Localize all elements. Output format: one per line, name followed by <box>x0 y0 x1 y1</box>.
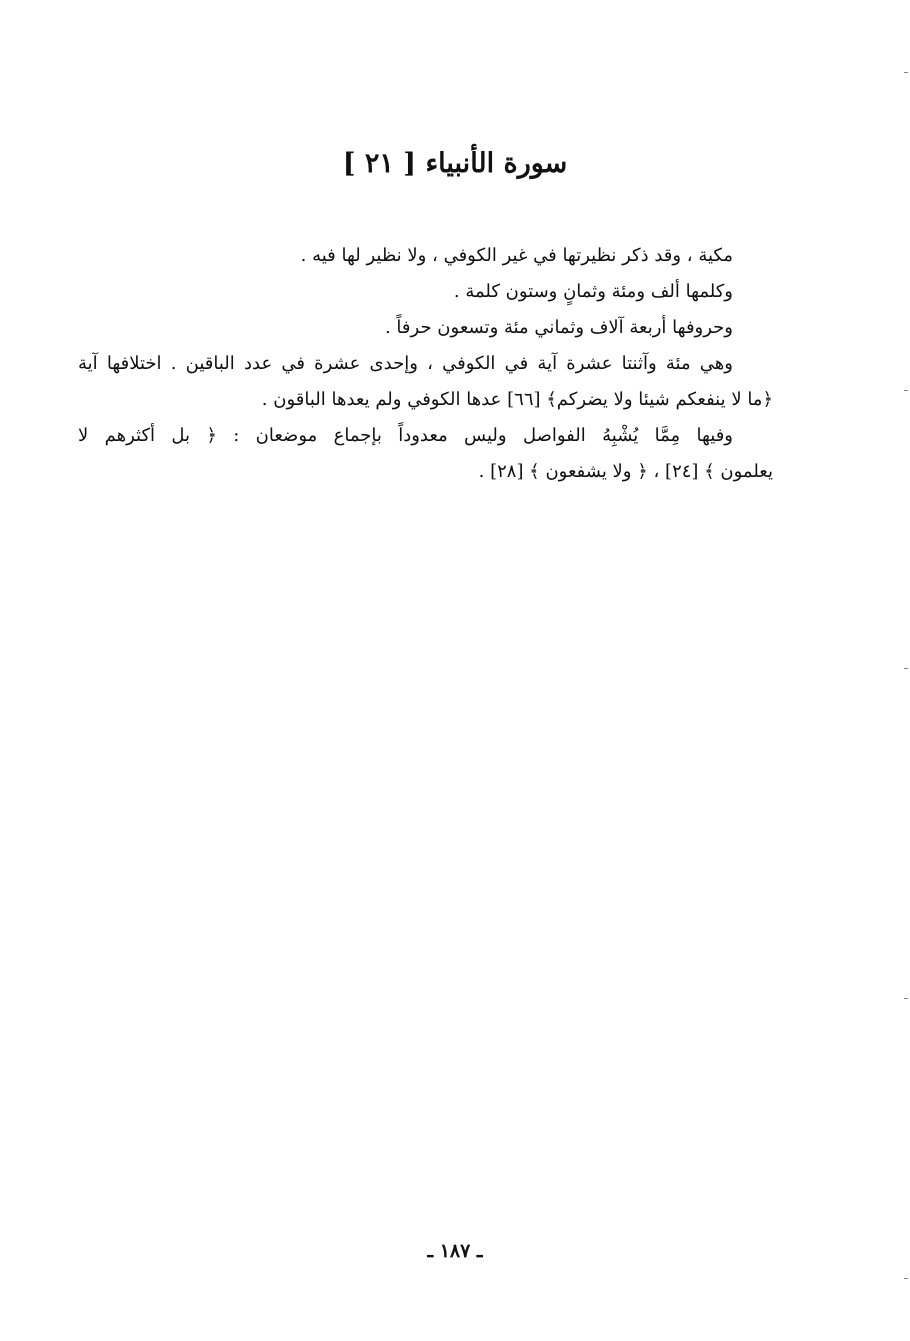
text-line-5: ﴿ما لا ينفعكم شيئا ولا يضركم﴾ [٦٦] عدها الكوفي ولم يعدها الباقون . <box>261 389 773 410</box>
text-line-3: وحروفها أربعة آلاف وثماني مئة وتسعون حرفاً . <box>384 317 733 338</box>
edge-mark <box>904 72 908 73</box>
text-line-4: وهي مئة وآثنتا عشرة آية في الكوفي ، وإحدى عشرة في عدد الباقين . اختلافها آية <box>78 353 733 374</box>
text-line-1: مكية ، وقد ذكر نظيرتها في غير الكوفي ، ولا نظير لها فيه . <box>300 245 733 266</box>
edge-mark <box>904 1278 908 1279</box>
text-line-6: وفيها مِمَّا يُشْبِهُ الفواصل وليس معدوداً بإجماع موضعان : ﴿ بل أكثرهم لا <box>78 425 733 446</box>
edge-mark <box>904 668 908 669</box>
page-number: ـ ١٨٧ ـ <box>427 1240 483 1262</box>
edge-mark <box>904 998 908 999</box>
text-line-7: يعلمون ﴾ [٢٤] ، ﴿ ولا يشفعون ﴾ [٢٨] . <box>478 461 773 482</box>
surah-title: سورة الأنبياء [ ٢١ ] <box>342 148 568 179</box>
text-line-2: وكلمها ألف ومئة وثمانٍ وستون كلمة . <box>453 281 733 302</box>
edge-mark <box>904 390 908 391</box>
body-text <box>78 238 773 490</box>
